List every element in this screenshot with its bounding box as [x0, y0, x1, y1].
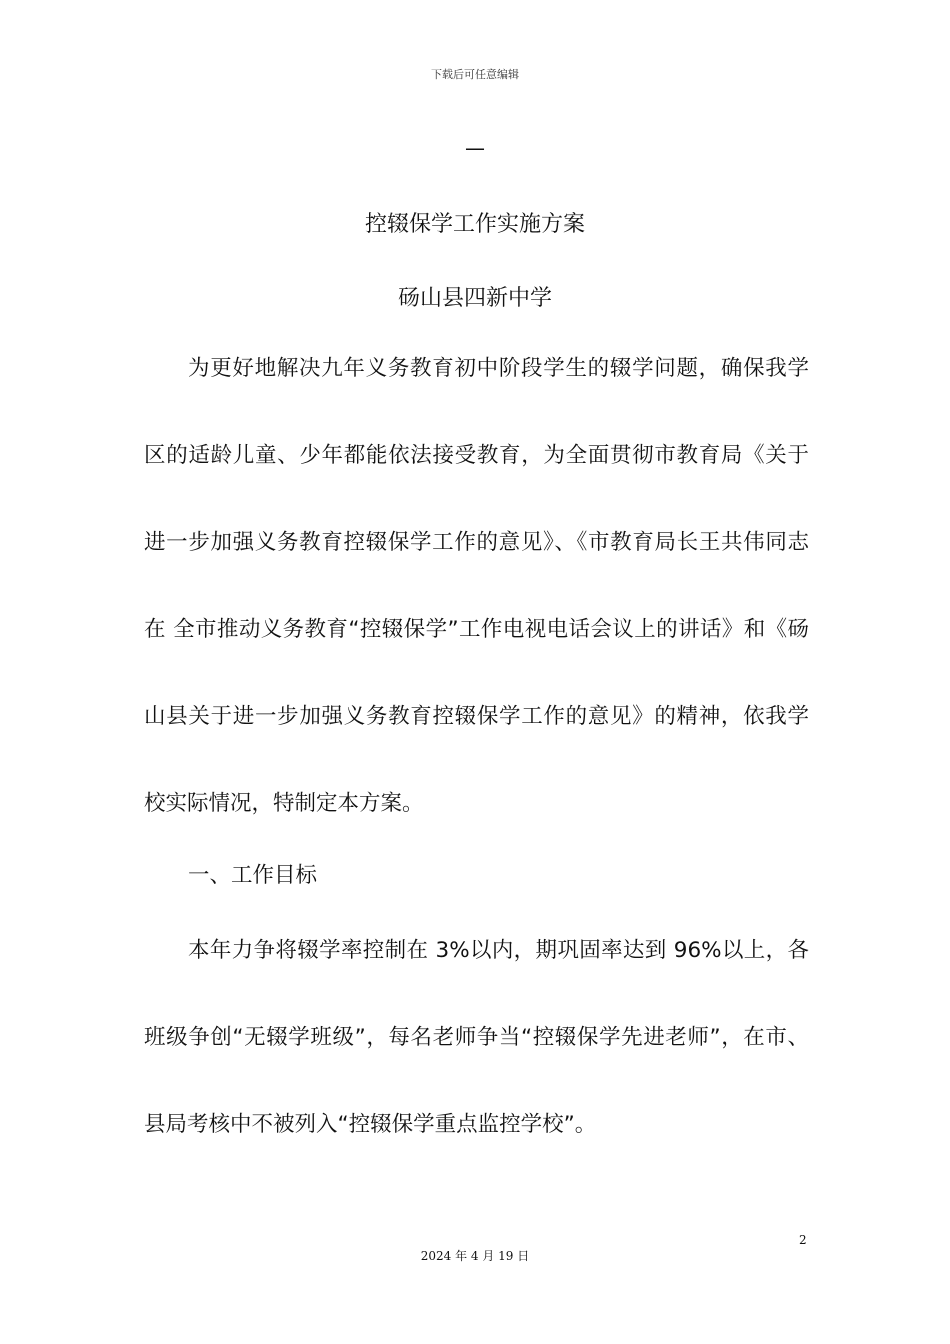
section-heading: 一、工作目标 — [188, 863, 318, 888]
page-number: 2 — [799, 1233, 807, 1247]
header-note: 下载后可任意编辑 — [431, 68, 519, 81]
goal-paragraph: 本年力争将辍学率控制在 3%以内，期巩固率达到 96%以上，各班级争创“无辍学班级”，每名老师争当“控辍保学先进老师”，在市、县局考核中不被列入“控辍保学重点监控学校”。 — [144, 938, 809, 1137]
intro-paragraph: 为更好地解决九年义务教育初中阶段学生的辍学问题，确保我学区的适龄儿童、少年都能依法接受教育，为全面贯彻市教育局《关于进一步加强义务教育控辍保学工作的意见》、《市教育局长王共伟同志在 全市推动义务教育“控辍保学”工作电视电话会议上的讲话》和《砀山县关于进一步加强义务教育控辍保学工作的意见》的精神，依我学校实际情况，特制定本方案。 — [144, 356, 809, 816]
document-subtitle: 砀山县四新中学 — [397, 286, 552, 311]
footer-date: 2024 年 4 月 19 日 — [420, 1249, 530, 1263]
document-title: 控辍保学工作实施方案 — [364, 212, 585, 237]
title-dash: — — [465, 136, 485, 160]
